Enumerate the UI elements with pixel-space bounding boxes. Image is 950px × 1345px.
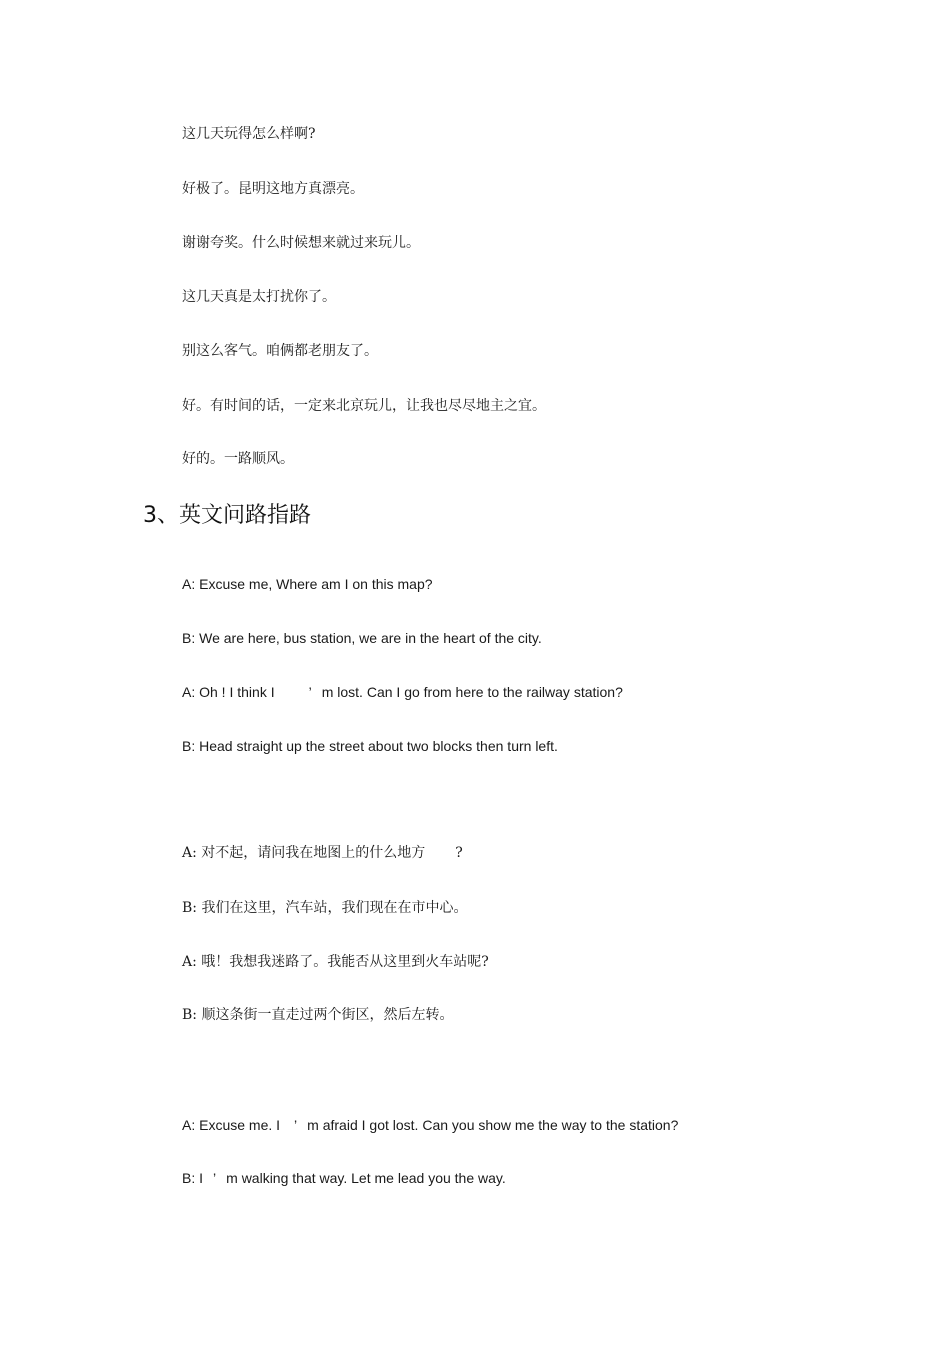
- zh-dialog-line-2: B: 我们在这里，汽车站，我们现在在市中心。: [182, 900, 468, 916]
- zh-dialog-line-1: [182, 844, 463, 862]
- apostrophe-mark: ’: [294, 1117, 298, 1133]
- question-mark: ?: [455, 845, 463, 861]
- en-dialog-line-4: B: Head straight up the street about two blocks then turn left.: [182, 738, 558, 754]
- dialog-line-7: 好的。一路顺风。: [182, 451, 294, 467]
- zh-dialog-line-1-text: A: 对不起，请问我在地图上的什么地方: [182, 845, 426, 861]
- apostrophe-mark: ’: [308, 684, 312, 700]
- en-dialog-line-2: B: We are here, bus station, we are in the heart of the city.: [182, 630, 542, 646]
- en-dialog2-line-1-start: A: Excuse me. I: [182, 1117, 281, 1133]
- en-dialog2-line-2: [182, 1169, 506, 1187]
- en-dialog-line-3-start: A: Oh ! I think I: [182, 684, 275, 700]
- en-dialog2-line-1: [182, 1116, 678, 1134]
- dialog-line-1: 这几天玩得怎么样啊?: [182, 126, 316, 142]
- dialog-line-3: 谢谢夸奖。什么时候想来就过来玩儿。: [182, 235, 420, 251]
- dialog-line-4: 这几天真是太打扰你了。: [182, 289, 336, 305]
- dialog-line-6: 好。有时间的话，一定来北京玩儿，让我也尽尽地主之宜。: [182, 398, 546, 414]
- en-dialog2-line-1-end: m afraid I got lost. Can you show me the way to the station?: [307, 1117, 679, 1133]
- en-dialog-line-3: [182, 683, 623, 701]
- en-dialog2-line-2-start: B: I: [182, 1170, 204, 1186]
- en-dialog-line-3-end: m lost. Can I go from here to the railway station?: [321, 684, 623, 700]
- apostrophe-mark: ’: [213, 1170, 217, 1186]
- zh-dialog-line-4: B: 顺这条街一直走过两个街区，然后左转。: [182, 1007, 454, 1023]
- en-dialog2-line-2-end: m walking that way. Let me lead you the way.: [226, 1170, 506, 1186]
- zh-dialog-line-3: A: 哦！我想我迷路了。我能否从这里到火车站呢?: [182, 954, 489, 970]
- section-heading: 3、英文问路指路: [143, 503, 311, 528]
- dialog-line-5: 别这么客气。咱俩都老朋友了。: [182, 343, 378, 359]
- dialog-line-2: 好极了。昆明这地方真漂亮。: [182, 181, 364, 197]
- en-dialog-line-1: A: Excuse me, Where am I on this map?: [182, 576, 433, 592]
